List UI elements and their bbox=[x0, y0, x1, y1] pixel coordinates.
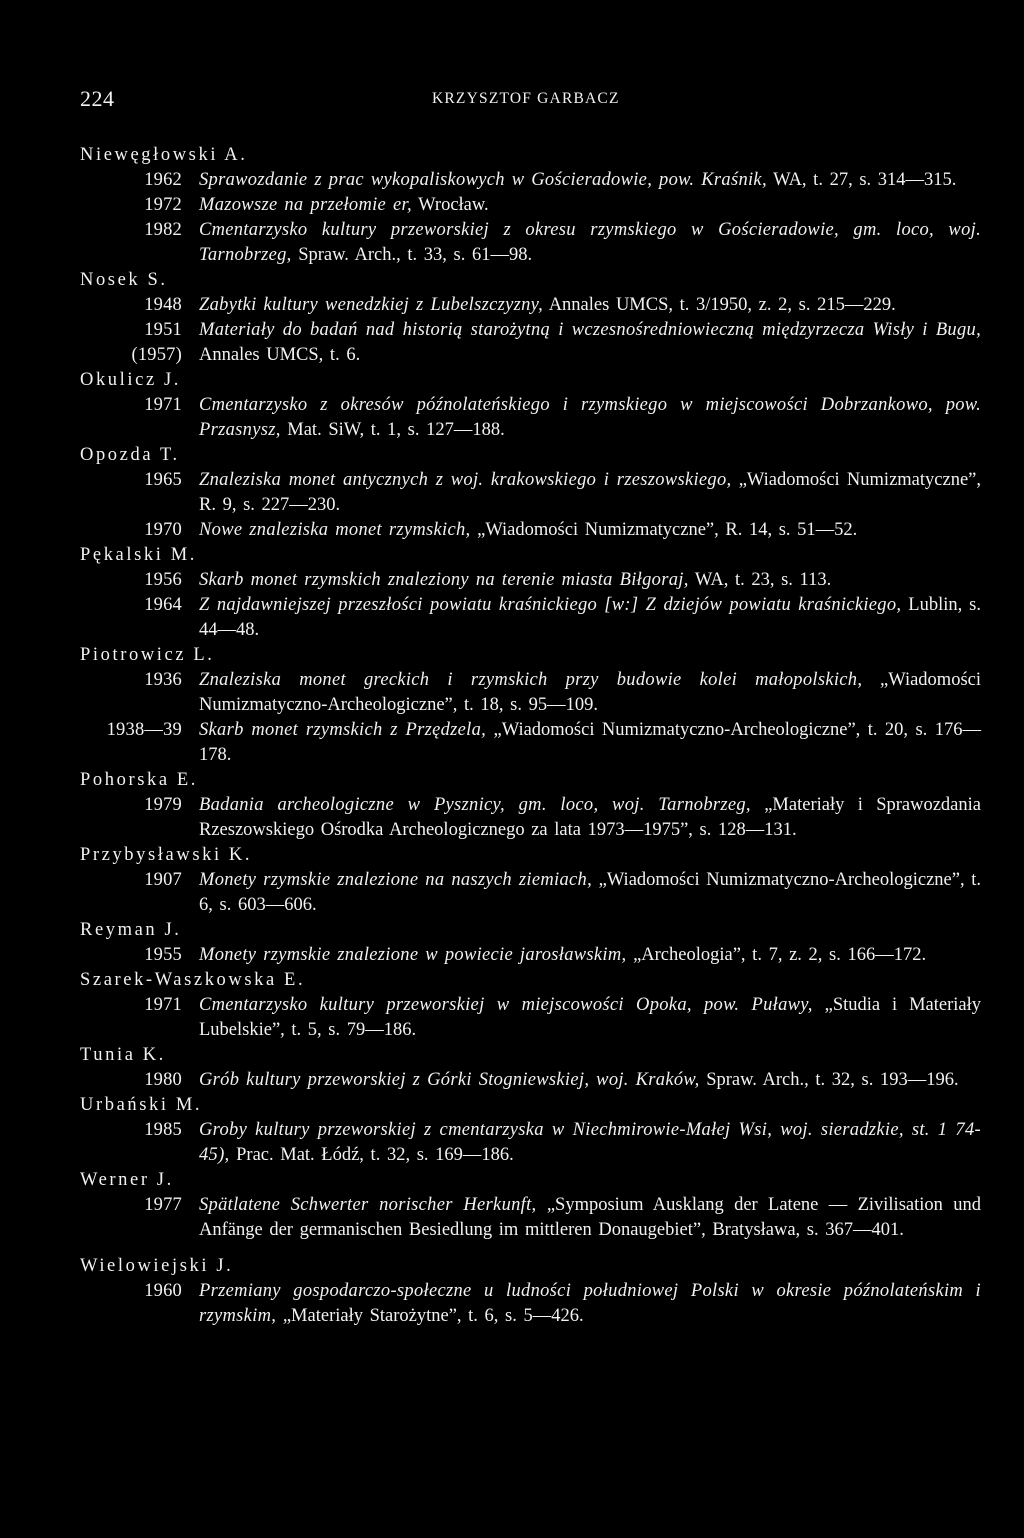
bib-entry bbox=[0, 993, 1024, 1043]
entry-year bbox=[0, 593, 182, 618]
bib-entry bbox=[0, 1193, 1024, 1243]
entry-publication: WA, t. 27, s. 314—315. bbox=[766, 170, 957, 190]
entry-title: Grób kultury przeworskiej z Górki Stogniewskiej, woj. Kraków, bbox=[199, 1070, 700, 1090]
entry-year bbox=[0, 793, 182, 818]
entry-title: Skarb monet rzymskich znaleziony na terenie miasta Biłgoraj, bbox=[199, 570, 689, 590]
entry-text bbox=[199, 1068, 981, 1093]
entry-year bbox=[0, 193, 182, 218]
author-name: Szarek-Waszkowska E. bbox=[80, 970, 306, 990]
entry-publication: Annales UMCS, t. 6. bbox=[199, 345, 361, 365]
bib-entry bbox=[0, 668, 1024, 718]
entry-year-secondary: (1957) bbox=[131, 345, 182, 365]
entry-title: Cmentarzysko kultury przeworskiej w miejscowości Opoka, pow. Puławy, bbox=[199, 995, 813, 1015]
entry-year bbox=[0, 718, 182, 743]
bib-entry bbox=[0, 1279, 1024, 1329]
entry-text bbox=[199, 943, 981, 968]
entry-year bbox=[0, 218, 182, 243]
entry-text bbox=[199, 318, 981, 368]
entry-publication: „Wiadomości Numizmatyczno-Archeologiczne”, t. 6, s. 603—606. bbox=[199, 870, 981, 915]
entry-year bbox=[0, 518, 182, 543]
entry-year-primary: 1965 bbox=[144, 470, 182, 490]
bib-entry bbox=[0, 593, 1024, 643]
spacer bbox=[0, 1243, 1024, 1254]
bib-entry bbox=[0, 293, 1024, 318]
author-name: Nosek S. bbox=[80, 270, 168, 290]
entry-publication: „Wiadomości Numizmatyczne”, R. 9, s. 227—230. bbox=[199, 470, 981, 515]
entry-text bbox=[199, 668, 981, 718]
entry-title: Skarb monet rzymskich z Przędzela, bbox=[199, 720, 487, 740]
entry-text bbox=[199, 168, 981, 193]
entry-year-primary: 1977 bbox=[144, 1195, 182, 1215]
entry-publication: Wrocław. bbox=[411, 195, 489, 215]
entry-year-primary: 1970 bbox=[144, 520, 182, 540]
entry-title: Monety rzymskie znalezione w powiecie jarosławskim, bbox=[199, 945, 627, 965]
entry-year-primary: 1980 bbox=[144, 1070, 182, 1090]
bib-entry bbox=[0, 568, 1024, 593]
entry-text bbox=[199, 293, 981, 318]
entry-text bbox=[199, 868, 981, 918]
author-name: Niewęgłowski A. bbox=[80, 145, 248, 165]
entry-text bbox=[199, 568, 981, 593]
author-name: Przybysławski K. bbox=[80, 845, 253, 865]
entry-publication: „Materiały Starożytne”, t. 6, s. 5—426. bbox=[276, 1306, 584, 1326]
entry-title: Z najdawniejszej przeszłości powiatu kraśnickiego [w:] Z dziejów powiatu kraśnickiego, bbox=[199, 595, 902, 615]
entry-year bbox=[0, 1068, 182, 1093]
entry-year-primary: 1951 bbox=[144, 320, 182, 340]
bib-entry bbox=[0, 1118, 1024, 1168]
entry-text bbox=[199, 1193, 981, 1243]
bib-entry bbox=[0, 193, 1024, 218]
entry-publication: Prac. Mat. Łódź, t. 32, s. 169—186. bbox=[229, 1145, 514, 1165]
author-name: Okulicz J. bbox=[80, 370, 182, 390]
entry-year bbox=[0, 318, 182, 368]
entry-title: Badania archeologiczne w Pysznicy, gm. loco, woj. Tarnobrzeg, bbox=[199, 795, 751, 815]
entry-year bbox=[0, 1279, 182, 1304]
entry-publication: Mat. SiW, t. 1, s. 127—188. bbox=[280, 420, 505, 440]
bib-entry bbox=[0, 943, 1024, 968]
entry-publication: „Symposium Ausklang der Latene — Zivilisation und Anfänge der germanischen Besiedlung im mittleren Donaugebiet”, Bratysława, s. 367—401. bbox=[199, 1195, 981, 1240]
entry-publication: „Wiadomości Numizmatyczne”, R. 14, s. 51—52. bbox=[470, 520, 858, 540]
entry-text bbox=[199, 1279, 981, 1329]
entry-publication: „Wiadomości Numizmatyczno-Archeologiczne”, t. 20, s. 176—178. bbox=[199, 720, 981, 765]
bib-entry bbox=[0, 218, 1024, 268]
entry-year-primary: 1955 bbox=[144, 945, 182, 965]
entry-year-primary: 1956 bbox=[144, 570, 182, 590]
entry-year bbox=[0, 1118, 182, 1143]
entry-publication: „Studia i Materiały Lubelskie”, t. 5, s. 79—186. bbox=[199, 995, 982, 1040]
bib-entry bbox=[0, 318, 1024, 368]
entry-text bbox=[199, 468, 981, 518]
bib-entry bbox=[0, 468, 1024, 518]
entry-publication: Lublin, s. 44—48. bbox=[199, 595, 982, 640]
entry-year bbox=[0, 668, 182, 693]
entry-publication: „Archeologia”, t. 7, z. 2, s. 166—172. bbox=[626, 945, 927, 965]
bib-entry bbox=[0, 793, 1024, 843]
entry-title: Groby kultury przeworskiej z cmentarzyska w Niechmirowie-Małej Wsi, woj. sieradzkie, st. 1 74-45), bbox=[199, 1120, 981, 1165]
entry-title: Cmentarzysko kultury przeworskiej z okresu rzymskiego w Gościeradowie, gm. loco, woj. Tarnobrzeg, bbox=[199, 220, 981, 265]
entry-text bbox=[199, 593, 981, 643]
entry-title: Znaleziska monet antycznych z woj. krakowskiego i rzeszowskiego, bbox=[199, 470, 732, 490]
entry-publication: Annales UMCS, t. 3/1950, z. 2, s. 215—229. bbox=[543, 295, 896, 315]
page-number: 224 bbox=[80, 86, 115, 111]
entry-title: Znaleziska monet greckich i rzymskich przy budowie kolei małopolskich, bbox=[199, 670, 863, 690]
entry-publication: „Materiały i Sprawozdania Rzeszowskiego Ośrodka Archeologicznego za lata 1973—1975”, s. 128—131. bbox=[199, 795, 981, 840]
entry-text bbox=[199, 718, 981, 768]
bib-entry bbox=[0, 168, 1024, 193]
entry-year-primary: 1960 bbox=[144, 1281, 182, 1301]
entry-year bbox=[0, 868, 182, 893]
page-header bbox=[80, 86, 980, 116]
entry-title: Sprawozdanie z prac wykopaliskowych w Gościeradowie, pow. Kraśnik, bbox=[199, 170, 767, 190]
entry-year-primary: 1936 bbox=[144, 670, 182, 690]
bib-entry bbox=[0, 393, 1024, 443]
entry-year-primary: 1962 bbox=[144, 170, 182, 190]
author-name: Reyman J. bbox=[80, 920, 182, 940]
entry-year-primary: 1964 bbox=[144, 595, 182, 615]
entry-year bbox=[0, 1193, 182, 1218]
running-head: KRZYSZTOF GARBACZ bbox=[432, 90, 620, 107]
entry-year-primary: 1971 bbox=[144, 995, 182, 1015]
entry-text bbox=[199, 218, 981, 268]
entry-year bbox=[0, 468, 182, 493]
entry-year-primary: 1971 bbox=[144, 395, 182, 415]
entry-text bbox=[199, 518, 981, 543]
author-name: Urbański M. bbox=[80, 1095, 203, 1115]
entry-title: Spätlatene Schwerter norischer Herkunft, bbox=[199, 1195, 537, 1215]
author-name: Pohorska E. bbox=[80, 770, 199, 790]
entry-text bbox=[199, 193, 981, 218]
entry-publication: Spraw. Arch., t. 32, s. 193—196. bbox=[699, 1070, 959, 1090]
bibliography-list bbox=[0, 143, 1024, 1329]
entry-year bbox=[0, 993, 182, 1018]
entry-year bbox=[0, 568, 182, 593]
author-name: Pękalski M. bbox=[80, 545, 197, 565]
entry-year-primary: 1938—39 bbox=[106, 720, 182, 740]
entry-publication: WA, t. 23, s. 113. bbox=[688, 570, 832, 590]
entry-year bbox=[0, 393, 182, 418]
entry-year-primary: 1948 bbox=[144, 295, 182, 315]
author-name: Tunia K. bbox=[80, 1045, 166, 1065]
entry-text bbox=[199, 393, 981, 443]
entry-year bbox=[0, 943, 182, 968]
bib-entry bbox=[0, 868, 1024, 918]
entry-title: Mazowsze na przełomie er, bbox=[199, 195, 412, 215]
entry-year-primary: 1982 bbox=[144, 220, 182, 240]
entry-year bbox=[0, 293, 182, 318]
entry-title: Nowe znaleziska monet rzymskich, bbox=[199, 520, 471, 540]
entry-year-primary: 1979 bbox=[144, 795, 182, 815]
entry-text bbox=[199, 993, 981, 1043]
entry-year-primary: 1972 bbox=[144, 195, 182, 215]
entry-year bbox=[0, 168, 182, 193]
bib-entry bbox=[0, 1068, 1024, 1093]
entry-publication: Spraw. Arch., t. 33, s. 61—98. bbox=[291, 245, 533, 265]
author-name: Werner J. bbox=[80, 1170, 174, 1190]
author-name: Opozda T. bbox=[80, 445, 180, 465]
entry-text bbox=[199, 793, 981, 843]
entry-year-primary: 1985 bbox=[144, 1120, 182, 1140]
entry-title: Zabytki kultury wenedzkiej z Lubelszczyzny, bbox=[199, 295, 544, 315]
entry-title: Monety rzymskie znalezione na naszych ziemiach, bbox=[199, 870, 592, 890]
author-name: Piotrowicz L. bbox=[80, 645, 215, 665]
author-name: Wielowiejski J. bbox=[80, 1256, 234, 1276]
bib-entry bbox=[0, 718, 1024, 768]
entry-title: Cmentarzysko z okresów późnolateńskiego i rzymskiego w miejscowości Dobrzankowo, pow. Przasnysz, bbox=[199, 395, 981, 440]
entry-year-primary: 1907 bbox=[144, 870, 182, 890]
entry-text bbox=[199, 1118, 981, 1168]
entry-title: Przemiany gospodarczo-społeczne u ludności południowej Polski w okresie późnolateńskim i rzymskim, bbox=[199, 1281, 981, 1326]
bib-entry bbox=[0, 518, 1024, 543]
entry-publication: „Wiadomości Numizmatyczno-Archeologiczne”, t. 18, s. 95—109. bbox=[199, 670, 981, 715]
entry-title: Materiały do badań nad historią starożytną i wczesnośredniowieczną międzyrzecza Wisły i Bugu, bbox=[199, 320, 981, 340]
